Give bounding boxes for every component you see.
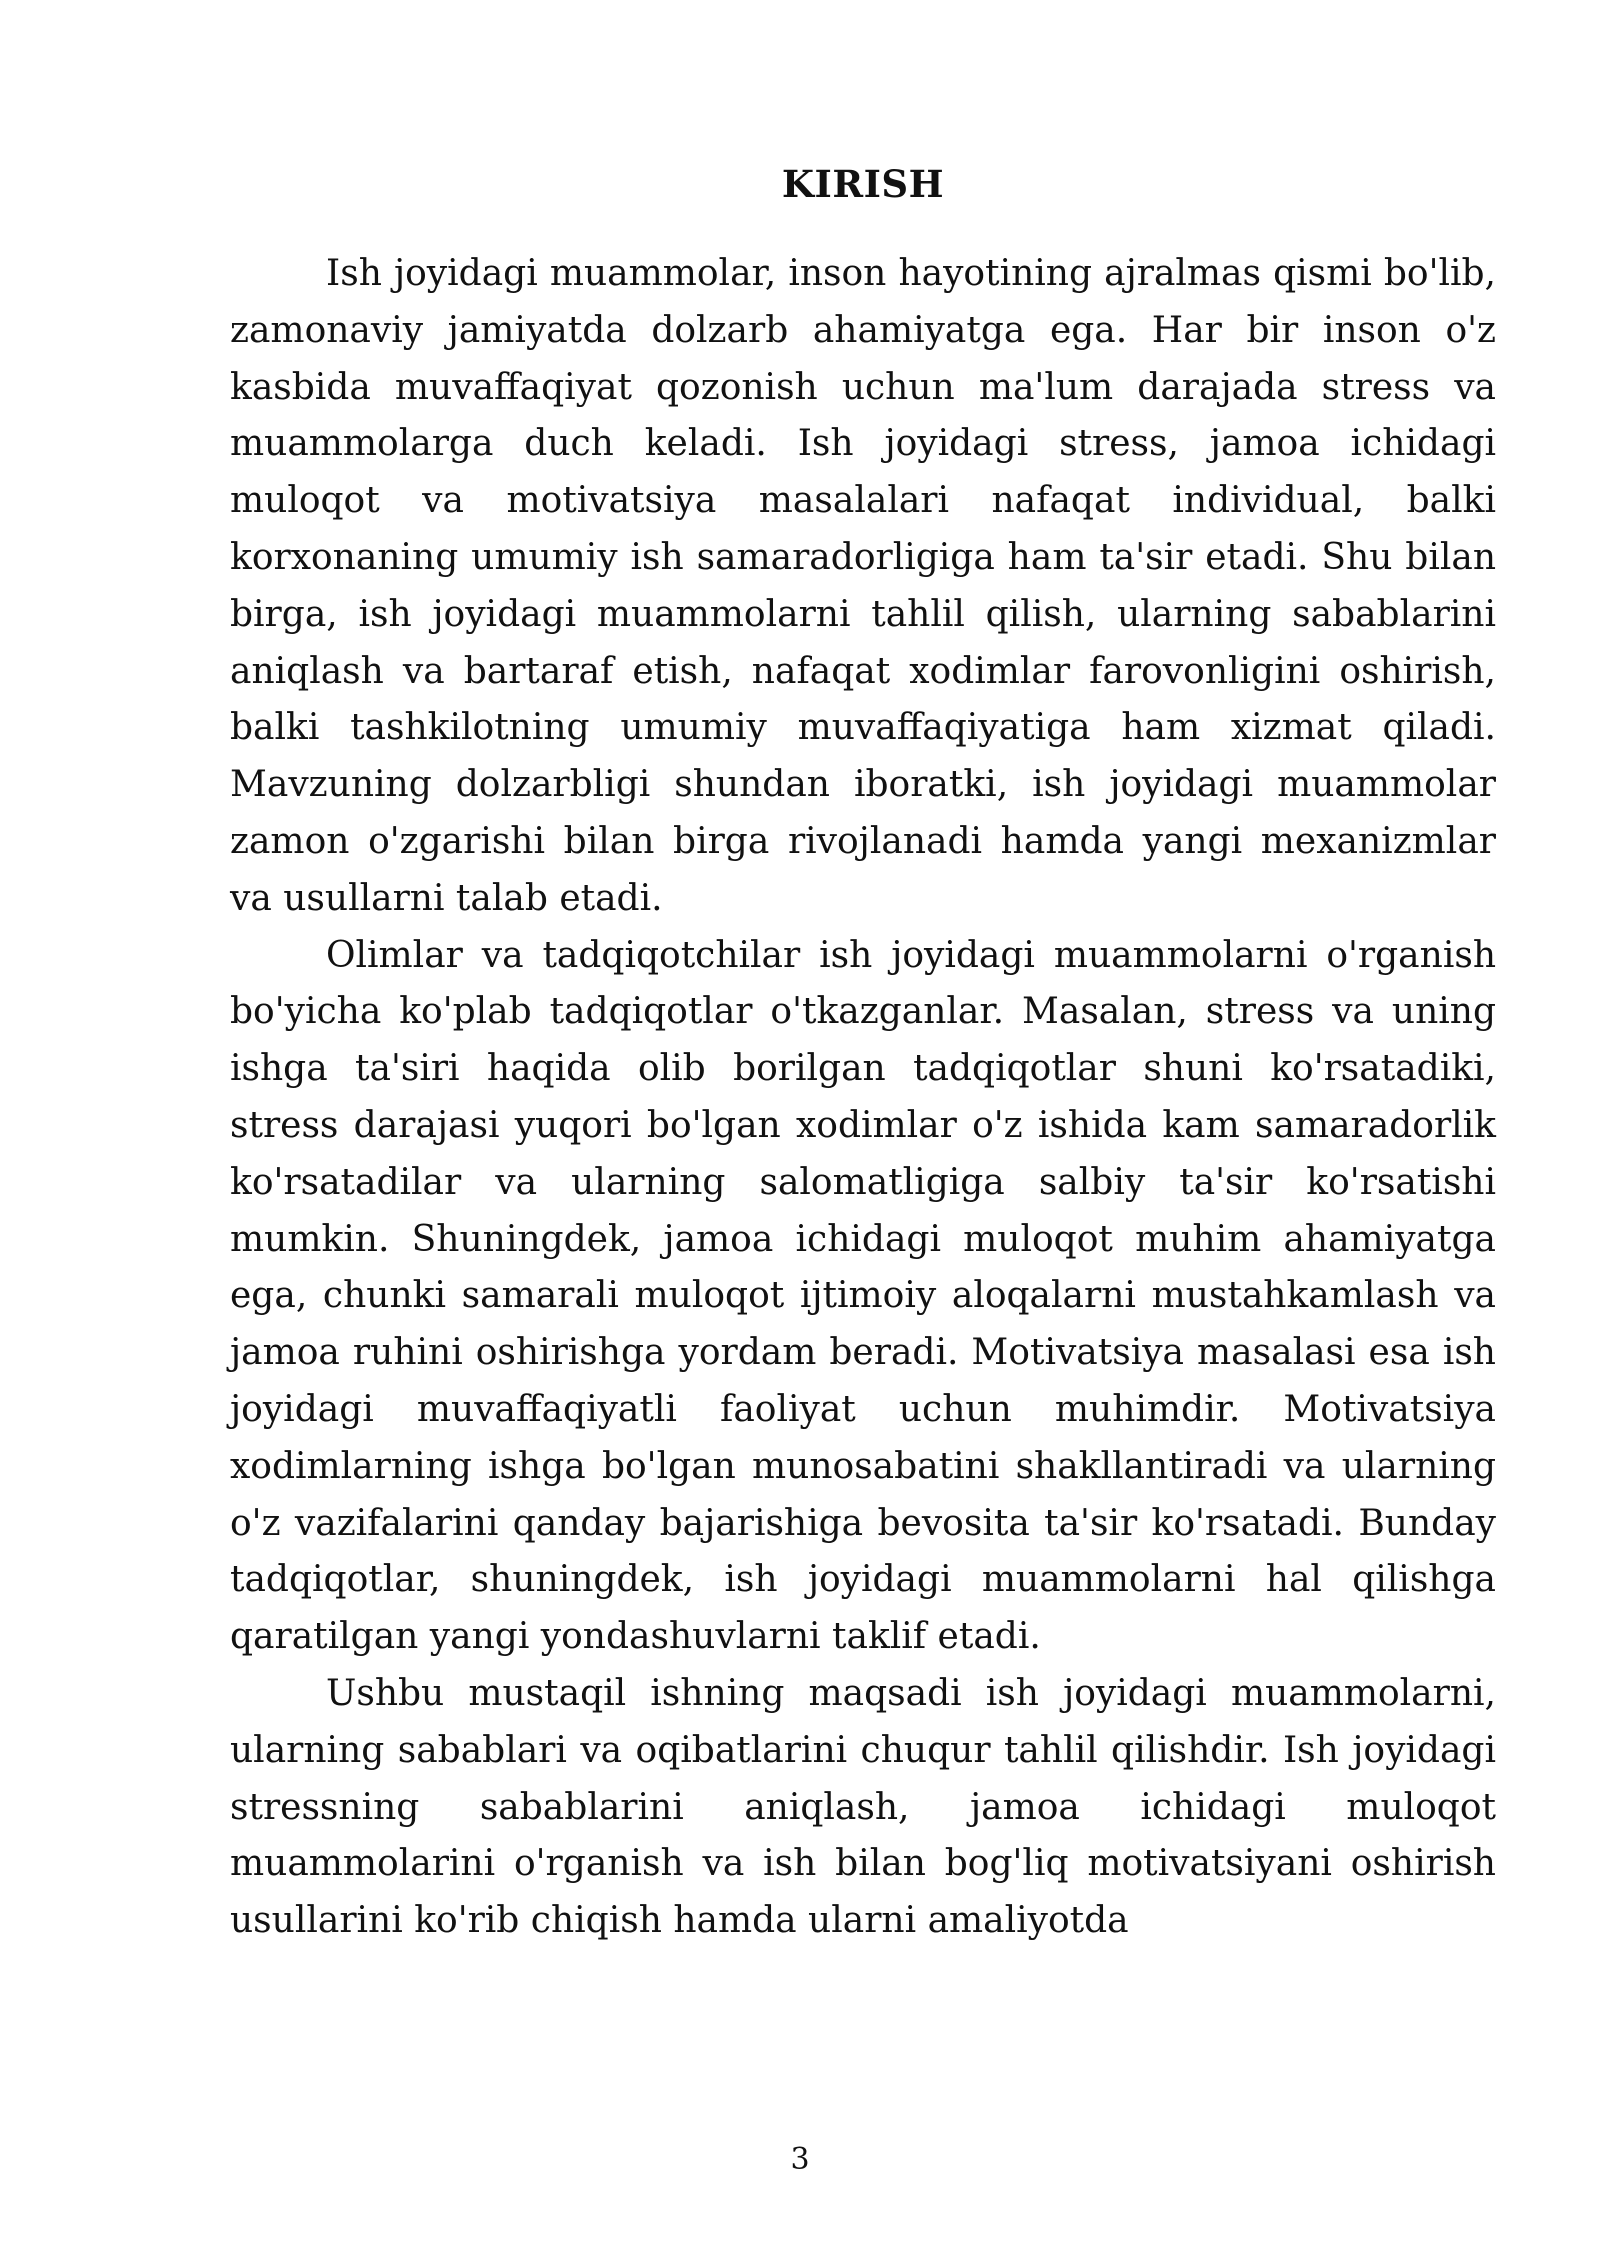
paragraph-2: Olimlar va tadqiqotchilar ish joyidagi muammolarni o'rganish bo'yicha ko'plab tadqiqotlar o'tkazganlar. Masalan, stress va uning ishga ta'siri haqida olib borilgan tadqiqotlar shuni ko'rsatadiki, stress darajasi yuqori bo'lgan xodimlar o'z ishida kam samaradorlik ko'rsatadilar va ularning salomatligiga salbiy ta'sir ko'rsatishi mumkin. Shuningdek, jamoa ichidagi muloqot muhim ahamiyatga ega, chunki samarali muloqot ijtimoiy aloqalarni mustahkamlash va jamoa ruhini oshirishga yordam beradi. Motivatsiya masalasi esa ish joyidagi muvaffaqiyatli faoliyat uchun muhimdir. Motivatsiya xodimlarning ishga bo'lgan munosabatini shakllantiradi va ularning o'z vazifalarini qanday bajarishiga bevosita ta'sir ko'rsatadi. Bunday tadqiqotlar, shuningdek, ish joyidagi muammolarni hal qilishga qaratilgan yangi yondashuvlarni taklif etadi. (230, 934, 1496, 1658)
body-text (230, 246, 1496, 1950)
paragraph-1: Ish joyidagi muammolar, inson hayotining ajralmas qismi bo'lib, zamonaviy jamiyatda dolzarb ahamiyatga ega. Har bir inson o'z kasbida muvaffaqiyat qozonish uchun ma'lum darajada stress va muammolarga duch keladi. Ish joyidagi stress, jamoa ichidagi muloqot va motivatsiya masalalari nafaqat individual, balki korxonaning umumiy ish samaradorligiga ham ta'sir etadi. Shu bilan birga, ish joyidagi muammolarni tahlil qilish, ularning sabablarini aniqlash va bartaraf etish, nafaqat xodimlar farovonligini oshirish, balki tashkilotning umumiy muvaffaqiyatiga ham xizmat qiladi. Mavzuning dolzarbligi shundan iboratki, ish joyidagi muammolar zamon o'zgarishi bilan birga rivojlanadi hamda yangi mexanizmlar va usullarni talab etadi. (230, 253, 1496, 919)
page-number: 3 (790, 2142, 810, 2177)
paragraph-3: Ushbu mustaqil ishning maqsadi ish joyidagi muammolarni, ularning sabablari va oqibatlarini chuqur tahlil qilishdir. Ish joyidagi stressning sabablarini aniqlash, jamoa ichidagi muloqot muammolarini o'rganish va ish bilan bog'liq motivatsiyani oshirish usullarini ko'rib chiqish hamda ularni amaliyotda (230, 1672, 1496, 1942)
page-title: KIRISH (781, 162, 945, 206)
